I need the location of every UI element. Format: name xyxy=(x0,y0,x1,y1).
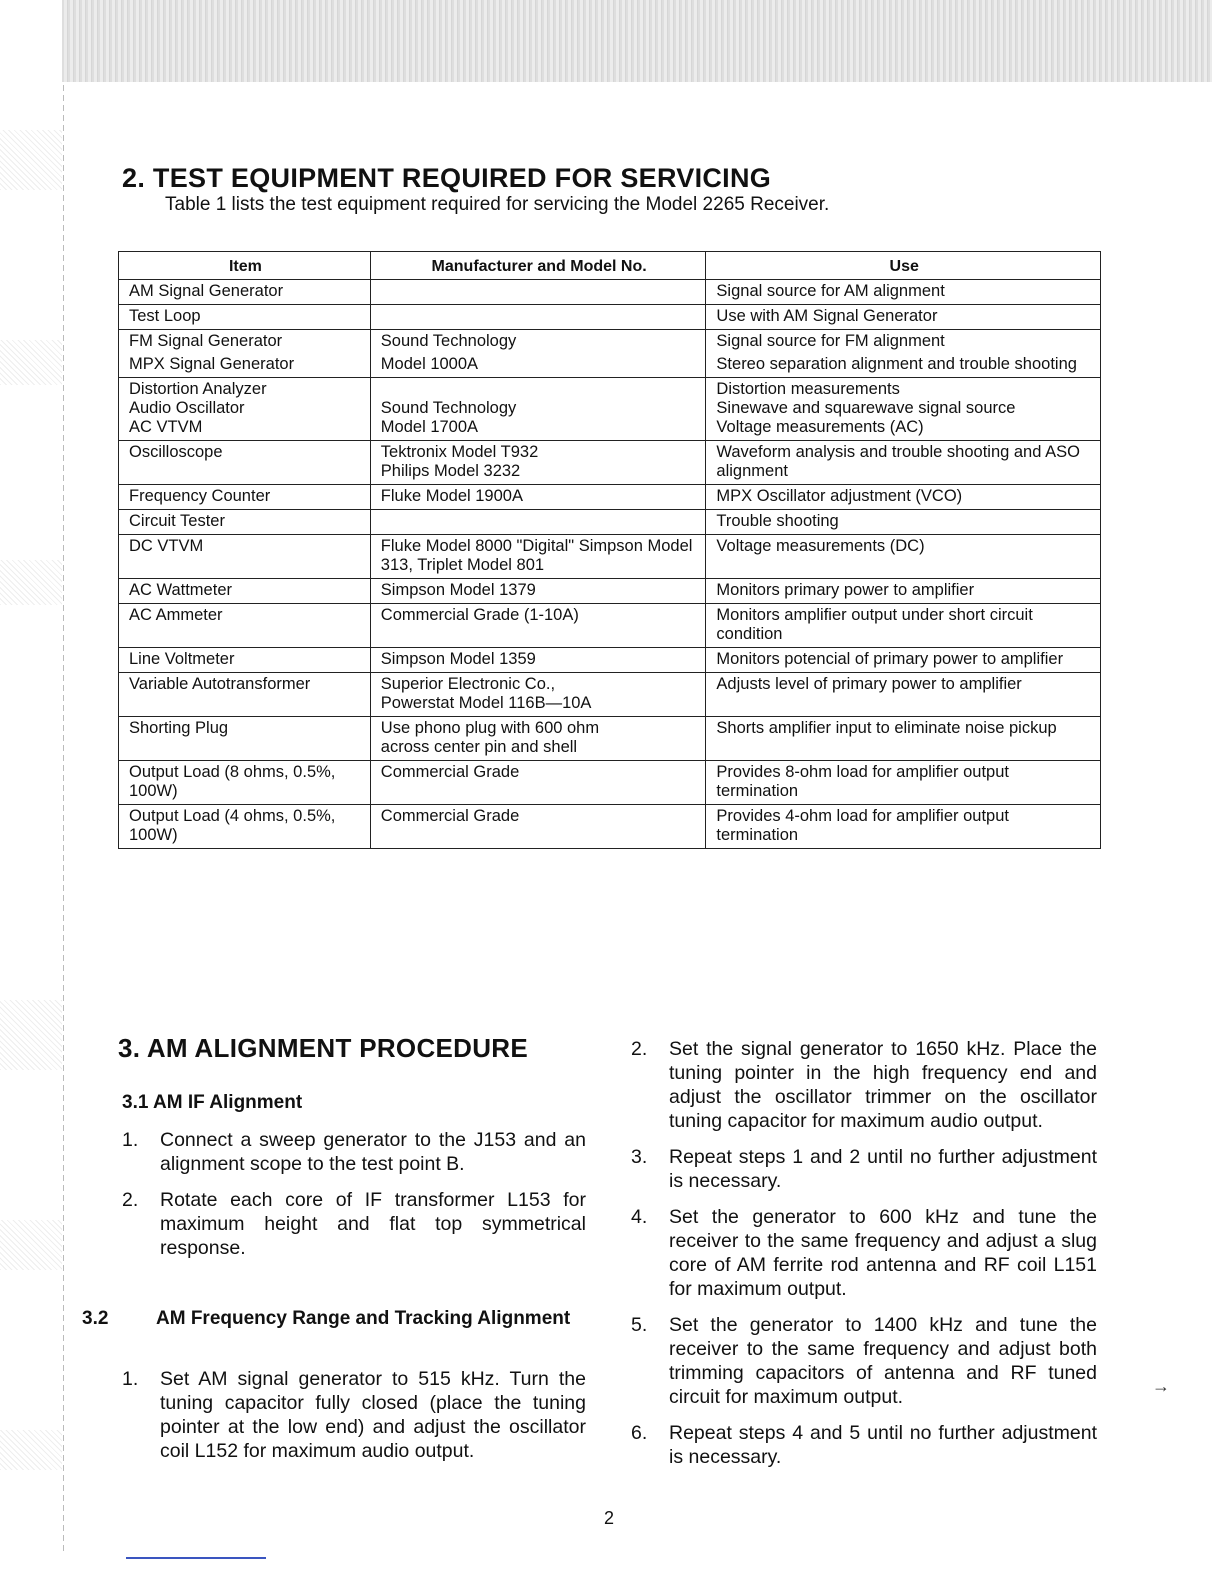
item-cell xyxy=(119,579,371,604)
list-item: 1. Set AM signal generator to 515 kHz. Turn the tuning capacitor fully closed (place the tuning pointer at the low end) and adjust the oscillator coil L152 for maximum audio output. xyxy=(122,1368,586,1462)
item-cell xyxy=(119,761,371,805)
scan-speckle xyxy=(0,560,62,605)
use-text: Voltage measurements (DC) xyxy=(716,537,925,555)
item-cell xyxy=(119,510,371,535)
use-text: Provides 8-ohm load for amplifier output termination xyxy=(716,763,1009,800)
item-text: Frequency Counter xyxy=(129,487,271,505)
list-item: 1. Connect a sweep generator to the J153 and an alignment scope to the test point B. xyxy=(122,1129,586,1175)
list-item: 2. Set the signal generator to 1650 kHz. Place the tuning pointer in the high frequency end and adjust the oscillator trimmer on the oscillator tuning capacitor for maximum audio output. xyxy=(631,1038,1097,1132)
manufacturer-cell xyxy=(370,805,706,849)
manufacturer-text: Sound Technology xyxy=(380,332,517,350)
manufacturer-cell xyxy=(370,717,706,761)
manufacturer-cell xyxy=(370,280,706,305)
item-text: AM Signal Generator xyxy=(129,282,284,300)
use-cell xyxy=(706,805,1101,849)
manufacturer-cell xyxy=(370,510,706,535)
item-text: Oscilloscope xyxy=(129,443,223,461)
manufacturer-cell xyxy=(370,378,706,441)
table-row xyxy=(119,673,1101,717)
table-row xyxy=(119,280,1101,305)
table-row xyxy=(119,717,1101,761)
table-row xyxy=(119,761,1101,805)
use-text: Monitors potencial of primary power to amplifier xyxy=(716,650,1064,668)
use-text: Shorts amplifier input to eliminate noise pickup xyxy=(716,719,1057,737)
step-text: Set the generator to 600 kHz and tune the receiver to the same frequency and adjust a slug core of AM ferrite rod antenna and RF coil L151 for maximum output. xyxy=(669,1206,1097,1300)
test-equipment-table xyxy=(118,251,1101,849)
manufacturer-cell xyxy=(370,604,706,648)
step-text: Rotate each core of IF transformer L153 for maximum height and flat top symmetrical response. xyxy=(160,1189,586,1259)
table-row xyxy=(119,579,1101,604)
manufacturer-text: Use phono plug with 600 ohm xyxy=(380,719,600,737)
step-text: Set AM signal generator to 515 kHz. Turn the tuning capacitor fully closed (place the tuning pointer at the low end) and adjust the oscillator coil L152 for maximum audio output. xyxy=(160,1368,586,1462)
manufacturer-text: Fluke Model 1900A xyxy=(380,487,523,505)
use-cell xyxy=(706,761,1101,805)
item-cell xyxy=(119,717,371,761)
use-cell xyxy=(706,378,1101,441)
manufacturer-text: Model 1000A xyxy=(380,355,479,373)
item-text: Output Load (8 ohms, 0.5%, 100W) xyxy=(129,763,336,800)
step-text: Connect a sweep generator to the J153 and an alignment scope to the test point B. xyxy=(160,1129,586,1175)
table-row xyxy=(119,305,1101,330)
use-cell xyxy=(706,305,1101,330)
use-cell xyxy=(706,280,1101,305)
list-item: 3. Repeat steps 1 and 2 until no further adjustment is necessary. xyxy=(631,1146,1097,1192)
item-cell xyxy=(119,280,371,305)
manufacturer-cell xyxy=(370,305,706,330)
table-header-row xyxy=(119,252,1101,280)
scan-speckle xyxy=(0,1220,62,1270)
table-row xyxy=(119,535,1101,579)
item-text: Test Loop xyxy=(129,307,201,325)
use-cell xyxy=(706,510,1101,535)
manufacturer-text: Powerstat Model 116B—10A xyxy=(380,694,592,712)
scan-speckle xyxy=(0,340,62,385)
section-3-title: 3. AM ALIGNMENT PROCEDURE xyxy=(118,1033,529,1063)
manufacturer-cell xyxy=(370,535,706,579)
use-text: Voltage measurements (AC) xyxy=(716,418,924,436)
item-cell xyxy=(119,441,371,485)
use-cell xyxy=(706,717,1101,761)
use-text: MPX Oscillator adjustment (VCO) xyxy=(716,487,963,505)
column-header-manufacturer: Manufacturer and Model No. xyxy=(370,252,706,280)
use-cell xyxy=(706,330,1101,378)
item-cell xyxy=(119,805,371,849)
use-text: Signal source for AM alignment xyxy=(716,282,945,300)
use-cell xyxy=(706,535,1101,579)
item-cell xyxy=(119,485,371,510)
use-cell xyxy=(706,441,1101,485)
use-text: Adjusts level of primary power to amplifier xyxy=(716,675,1022,693)
item-cell xyxy=(119,604,371,648)
manufacturer-text: Tektronix Model T932 xyxy=(380,443,539,461)
item-cell xyxy=(119,648,371,673)
scan-speckle xyxy=(0,130,62,190)
item-text: Variable Autotransformer xyxy=(129,675,311,693)
list-item: 2. Rotate each core of IF transformer L153 for maximum height and flat top symmetrical response. xyxy=(122,1189,586,1259)
manufacturer-text: Model 1700A xyxy=(380,418,479,436)
column-header-use: Use xyxy=(706,252,1101,280)
subsection-3-2-title: AM Frequency Range and Tracking Alignment xyxy=(156,1308,571,1329)
step-text: Set the generator to 1400 kHz and tune the receiver to the same frequency and adjust both trimming capacitors of antenna and RF tuned circuit for maximum output. xyxy=(669,1314,1097,1408)
item-cell xyxy=(119,305,371,330)
table-row xyxy=(119,805,1101,849)
subsection-3-2-heading xyxy=(82,1306,578,1331)
use-text: Use with AM Signal Generator xyxy=(716,307,938,325)
table-row xyxy=(119,604,1101,648)
use-cell xyxy=(706,673,1101,717)
scan-mark-icon: → xyxy=(1152,1376,1170,1396)
item-text: AC Wattmeter xyxy=(129,581,232,599)
section-2-intro: Table 1 lists the test equipment required for servicing the Model 2265 Receiver. xyxy=(165,194,830,215)
manufacturer-text: Simpson Model 1379 xyxy=(380,581,536,599)
manufacturer-cell xyxy=(370,441,706,485)
manufacturer-text: Commercial Grade (1-10A) xyxy=(380,606,579,624)
table-row xyxy=(119,648,1101,673)
use-cell xyxy=(706,579,1101,604)
step-text: Repeat steps 1 and 2 until no further adjustment is necessary. xyxy=(669,1146,1097,1192)
manufacturer-text: Commercial Grade xyxy=(380,763,520,781)
manufacturer-text: Fluke Model 8000 "Digital" Simpson Model 313, Triplet Model 801 xyxy=(380,537,693,574)
item-cell xyxy=(119,535,371,579)
item-text: Circuit Tester xyxy=(129,512,225,530)
table-row xyxy=(119,330,1101,378)
table-row xyxy=(119,510,1101,535)
manufacturer-cell xyxy=(370,673,706,717)
use-text: Sinewave and squarewave signal source xyxy=(716,399,1016,417)
item-text: AC Ammeter xyxy=(129,606,223,624)
subsection-3-1-heading xyxy=(122,1092,302,1114)
right-column-steps xyxy=(631,1037,1097,1481)
section-2-title: 2. TEST EQUIPMENT REQUIRED FOR SERVICING xyxy=(122,163,772,193)
use-text: Trouble shooting xyxy=(716,512,839,530)
manufacturer-text: across center pin and shell xyxy=(380,738,578,756)
manufacturer-text xyxy=(381,380,698,399)
use-text: Distortion measurements xyxy=(716,380,900,398)
item-text: FM Signal Generator xyxy=(129,332,283,350)
page-number: 2 xyxy=(604,1508,615,1528)
scan-header-band xyxy=(62,0,1212,82)
use-cell xyxy=(706,485,1101,510)
tracking-steps xyxy=(122,1367,586,1475)
list-item: 4. Set the generator to 600 kHz and tune the receiver to the same frequency and adjust a slug core of AM ferrite rod antenna and RF coil L151 for maximum output. xyxy=(631,1206,1097,1300)
item-text: DC VTVM xyxy=(129,537,204,555)
use-text: Waveform analysis and trouble shooting and ASO alignment xyxy=(716,443,1080,480)
table-row xyxy=(119,441,1101,485)
step-text: Repeat steps 4 and 5 until no further adjustment is necessary. xyxy=(669,1422,1097,1468)
item-cell xyxy=(119,673,371,717)
manufacturer-cell xyxy=(370,761,706,805)
manufacturer-text: Philips Model 3232 xyxy=(380,462,521,480)
manufacturer-cell xyxy=(370,330,706,378)
item-cell xyxy=(119,330,371,378)
list-item: 5. Set the generator to 1400 kHz and tune the receiver to the same frequency and adjust both trimming capacitors of antenna and RF tuned circuit for maximum output. xyxy=(631,1314,1097,1408)
scan-speckle xyxy=(0,1430,62,1470)
use-text: Monitors primary power to amplifier xyxy=(716,581,975,599)
column-header-item: Item xyxy=(119,252,371,280)
manufacturer-text: Simpson Model 1359 xyxy=(380,650,536,668)
binding-margin-line xyxy=(63,85,64,1555)
use-text: Monitors amplifier output under short circuit condition xyxy=(716,606,1033,643)
item-text: MPX Signal Generator xyxy=(129,355,295,373)
manufacturer-text: Commercial Grade xyxy=(380,807,520,825)
manufacturer-cell xyxy=(370,579,706,604)
use-text: Provides 4-ohm load for amplifier output termination xyxy=(716,807,1009,844)
manufacturer-text: Superior Electronic Co., xyxy=(380,675,556,693)
item-text: Shorting Plug xyxy=(129,719,229,737)
use-text: Stereo separation alignment and trouble shooting xyxy=(716,355,1077,373)
step-text: Set the signal generator to 1650 kHz. Place the tuning pointer in the high frequency end and adjust the oscillator trimmer on the oscillator tuning capacitor for maximum audio output. xyxy=(669,1038,1097,1132)
list-item: 6. Repeat steps 4 and 5 until no further adjustment is necessary. xyxy=(631,1422,1097,1468)
item-text: Output Load (4 ohms, 0.5%, 100W) xyxy=(129,807,336,844)
manufacturer-text: Sound Technology xyxy=(380,399,517,417)
item-text: AC VTVM xyxy=(129,418,203,436)
subsection-3-2-number: 3.2 xyxy=(82,1308,109,1329)
table-row xyxy=(119,485,1101,510)
item-text: Audio Oscillator xyxy=(129,399,245,417)
footer-rule xyxy=(126,1557,266,1559)
subsection-3-1-title: AM IF Alignment xyxy=(153,1092,303,1113)
use-text: Signal source for FM alignment xyxy=(716,332,945,350)
item-cell xyxy=(119,378,371,441)
subsection-3-1-number: 3.1 xyxy=(122,1092,149,1113)
if-alignment-steps xyxy=(122,1128,586,1272)
use-cell xyxy=(706,648,1101,673)
manufacturer-cell xyxy=(370,648,706,673)
item-text: Distortion Analyzer xyxy=(129,380,267,398)
scan-speckle xyxy=(0,1000,62,1070)
item-text: Line Voltmeter xyxy=(129,650,235,668)
manufacturer-cell xyxy=(370,485,706,510)
use-cell xyxy=(706,604,1101,648)
table-row xyxy=(119,378,1101,441)
